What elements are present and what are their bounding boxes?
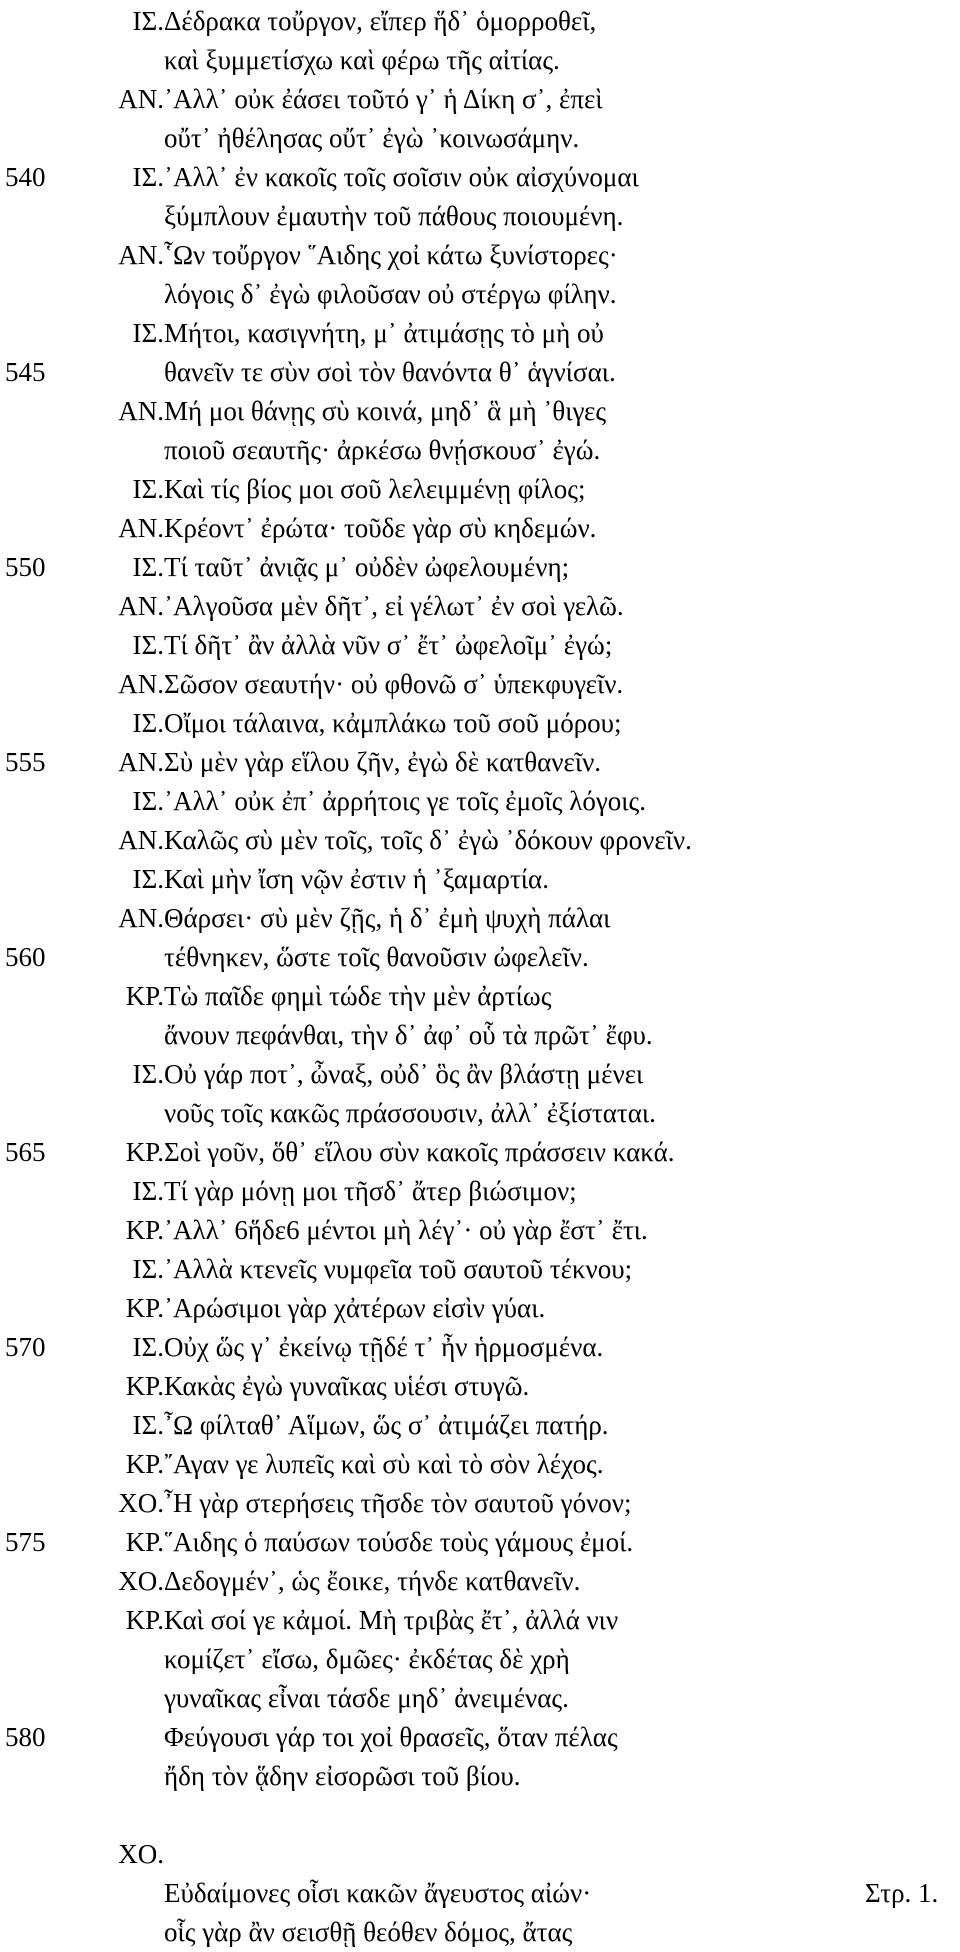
speaker-label: ΚΡ. [125,1605,164,1635]
speaker-label: ΑΝ. [118,513,164,543]
verse-text: ᾽Αλγοῦσα μὲν δῆτ᾽, εἰ γέλωτ᾽ ἐν σοὶ γελῶ. [164,591,624,621]
speaker-label: ΚΡ. [125,1527,164,1557]
verse-line [0,158,960,197]
verse-text: Δεδογμέν᾽, ὡς ἔοικε, τήνδε κατθανεῖν. [164,1566,581,1596]
verse-text: θανεῖν τε σὺν σοὶ τὸν θανόντα θ᾽ ἁγνίσαι. [164,357,616,387]
verse-text: ᾽Αλλὰ κτενεῖς νυμφεῖα τοῦ σαυτοῦ τέκνου; [164,1254,633,1284]
verse-line [0,821,960,860]
verse-line [0,548,960,587]
speaker-label: ΑΝ. [118,84,164,114]
verse-line [0,275,960,314]
speaker-label: ΙΣ. [132,318,164,348]
speaker-label: ΑΝ. [118,669,164,699]
speaker-label: ΙΣ. [132,1332,164,1362]
line-number: 550 [5,552,46,582]
verse-line [0,1757,960,1796]
verse-line [0,626,960,665]
speaker-label: ΙΣ. [132,630,164,660]
verse-line [0,41,960,80]
verse-line [0,431,960,470]
verse-line [0,1484,960,1523]
speaker-label: ΚΡ. [125,1137,164,1167]
verse-text: Κρέοντ᾽ ἐρώτα· τοῦδε γὰρ σὺ κηδεμών. [164,513,597,543]
verse-text: λόγοις δ᾽ ἐγὼ φιλοῦσαν οὐ στέργω φίλην. [164,279,617,309]
verse-line [0,1874,960,1913]
verse-line [0,1133,960,1172]
verse-text: ἤδη τὸν ᾅδην εἰσορῶσι τοῦ βίου. [164,1761,521,1791]
verse-line [0,1055,960,1094]
speaker-label: ΧΟ. [118,1839,164,1869]
verse-text: ᾽Αλλ᾽ ἐν κακοῖς τοῖς σοῖσιν οὐκ αἰσχύνομαι [164,162,639,192]
verse-line [0,1523,960,1562]
speaker-label: ΧΟ. [118,1566,164,1596]
verse-line [0,587,960,626]
verse-text: Οἴμοι τάλαινα, κἀμπλάκω τοῦ σοῦ μόρου; [164,708,622,738]
verse-line [0,1796,960,1835]
speaker-label: ΑΝ. [118,240,164,270]
verse-line [0,353,960,392]
verse-line [0,1679,960,1718]
verse-text: γυναῖκας εἶναι τάσδε μηδ᾽ ἀνειμένας. [164,1683,569,1713]
verse-text: τέθνηκεν, ὥστε τοῖς θανοῦσιν ὠφελεῖν. [164,942,589,972]
verse-text: ῏Ω φίλταθ᾽ Αἵμων, ὥς σ᾽ ἀτιμάζει πατήρ. [164,1410,609,1440]
line-number: 555 [5,747,46,777]
verse-line [0,1211,960,1250]
verse-line [0,899,960,938]
verse-text: Καὶ σοί γε κἀμοί. Μὴ τριβὰς ἔτ᾽, ἀλλά νιν [164,1605,619,1635]
verse-text: οὔτ᾽ ἠθέλησας οὔτ᾽ ἐγὼ ᾽κοινωσάμην. [164,123,580,153]
verse-line [0,1640,960,1679]
verse-text: ᾽Αλλ᾽ οὐκ ἐπ᾽ ἀρρήτοις γε τοῖς ἐμοῖς λόγοις. [164,786,646,816]
speaker-label: ΚΡ. [125,1293,164,1323]
speaker-label: ΚΡ. [125,981,164,1011]
verse-text: Τὼ παῖδε φημὶ τώδε τὴν μὲν ἀρτίως [164,981,552,1011]
speaker-label: ΧΟ. [118,1488,164,1518]
verse-line [0,119,960,158]
line-number: 580 [5,1722,46,1752]
verse-text: Καὶ τίς βίος μοι σοῦ λελειμμένῃ φίλος; [164,474,586,504]
speaker-label: ΚΡ. [125,1215,164,1245]
speaker-label: ΑΝ. [118,903,164,933]
line-number: 570 [5,1332,46,1362]
verse-text: ῎Αγαν γε λυπεῖς καὶ σὺ καὶ τὸ σὸν λέχος. [164,1449,604,1479]
speaker-label: ΙΣ. [132,6,164,36]
verse-line [0,1016,960,1055]
verse-text: Φεύγουσι γάρ τοι χοἰ θρασεῖς, ὅταν πέλας [164,1722,618,1752]
verse-line [0,782,960,821]
verse-text: ᾽Αλλ᾽ οὐκ ἐάσει τοῦτό γ᾽ ἡ Δίκη σ᾽, ἐπεὶ [164,84,603,114]
speaker-label: ΙΣ. [132,1410,164,1440]
speaker-label: ΙΣ. [132,552,164,582]
speaker-label: ΚΡ. [125,1449,164,1479]
verse-line [0,80,960,119]
line-number: 575 [5,1527,46,1557]
verse-line [0,509,960,548]
verse-line [0,1250,960,1289]
verse-text: Σὺ μὲν γὰρ εἵλου ζῆν, ἐγὼ δὲ κατθανεῖν. [164,747,602,777]
verse-text: Θάρσει· σὺ μὲν ζῇς, ἡ δ᾽ ἐμὴ ψυχὴ πάλαι [164,903,611,933]
verse-text: ῟Ων τοὔργον ῞Αιδης χοἰ κάτω ξυνίστορες· [164,240,618,270]
line-number: 540 [5,162,46,192]
verse-line [0,470,960,509]
verse-line [0,1367,960,1406]
verse-line [0,1913,960,1952]
speaker-label: ΙΣ. [132,1059,164,1089]
verse-text: Τί ταῦτ᾽ ἀνιᾷς μ᾽ οὐδὲν ὠφελουμένη; [164,552,570,582]
verse-line [0,1601,960,1640]
verse-line [0,938,960,977]
verse-line [0,1562,960,1601]
verse-line [0,704,960,743]
verse-text: Κακὰς ἐγὼ γυναῖκας υἱέσι στυγῶ. [164,1371,530,1401]
speaker-label: ΑΝ. [118,747,164,777]
speaker-label: ΑΝ. [118,825,164,855]
verse-line [0,860,960,899]
verse-line [0,665,960,704]
strophe-marker: Στρ. 1. [865,1878,939,1908]
verse-text: κομίζετ᾽ εἴσω, δμῶες· ἐκδέτας δὲ χρὴ [164,1644,570,1674]
line-number: 560 [5,942,46,972]
verse-text: ῞Αιδης ὁ παύσων τούσδε τοὺς γάμους ἐμοί. [164,1527,634,1557]
verse-text: Σοὶ γοῦν, ὅθ᾽ εἵλου σὺν κακοῖς πράσσειν κακά. [164,1137,675,1167]
speaker-label: ΚΡ. [125,1371,164,1401]
verse-text: οἷς γὰρ ἂν σεισθῇ θεόθεν δόμος, ἄτας [164,1917,573,1947]
verse-line [0,1172,960,1211]
verse-line [0,392,960,431]
verse-text: ᾽Αλλ᾽ 6ἥδε6 μέντοι μὴ λέγ᾽· οὐ γὰρ ἔστ᾽ ἔτι. [164,1215,648,1245]
verse-line [0,197,960,236]
speaker-label: ΙΣ. [132,864,164,894]
verse-line [0,2,960,41]
verse-line [0,1406,960,1445]
verse-text: νοῦς τοῖς κακῶς πράσσουσιν, ἀλλ᾽ ἐξίσταται. [164,1098,656,1128]
verse-line [0,1835,960,1874]
verse-text: ἄνουν πεφάνθαι, τὴν δ᾽ ἀφ᾽ οὗ τὰ πρῶτ᾽ ἔφυ. [164,1020,653,1050]
verse-text: ῏Η γὰρ στερήσεις τῆσδε τὸν σαυτοῦ γόνον; [164,1488,632,1518]
verse-text: Σῶσον σεαυτήν· οὐ φθονῶ σ᾽ ὑπεκφυγεῖν. [164,669,624,699]
verse-line [0,1445,960,1484]
speaker-label: ΙΣ. [132,162,164,192]
verse-line [0,314,960,353]
speaker-label: ΑΝ. [118,591,164,621]
speaker-label: ΙΣ. [132,708,164,738]
verse-text: Καὶ μὴν ἴση νῷν ἐστιν ἡ ᾽ξαμαρτία. [164,864,549,894]
verse-line [0,1289,960,1328]
verse-line [0,236,960,275]
speaker-label: ΙΣ. [132,474,164,504]
verse-text: Εὐδαίμονες οἷσι κακῶν ἄγευστος αἰών· [164,1878,592,1908]
verse-line [0,1094,960,1133]
verse-line [0,743,960,782]
verse-text: Μή μοι θάνῃς σὺ κοινά, μηδ᾽ ἃ μὴ ᾽θιγες [164,396,607,426]
verse-line [0,977,960,1016]
verse-text: Μήτοι, κασιγνήτη, μ᾽ ἀτιμάσῃς τὸ μὴ οὐ [164,318,604,348]
verse-text: ξύμπλουν ἐμαυτὴν τοῦ πάθους ποιουμένη. [164,201,624,231]
verse-text: Οὐχ ὥς γ᾽ ἐκείνῳ τῇδέ τ᾽ ἦν ἡρμοσμένα. [164,1332,604,1362]
verse-text: καὶ ξυμμετίσχω καὶ φέρω τῆς αἰτίας. [164,45,560,75]
verse-text: Δέδρακα τοὔργον, εἴπερ ἥδ᾽ ὁμορροθεῖ, [164,6,597,36]
line-number: 545 [5,357,46,387]
speaker-label: ΙΣ. [132,1176,164,1206]
verse-text: ποιοῦ σεαυτῆς· ἀρκέσω θνῄσκουσ᾽ ἐγώ. [164,435,601,465]
verse-text: Τί γὰρ μόνῃ μοι τῆσδ᾽ ἄτερ βιώσιμον; [164,1176,577,1206]
speaker-label: ΙΣ. [132,1254,164,1284]
verse-text: ᾽Αρώσιμοι γὰρ χἀτέρων εἰσὶν γύαι. [164,1293,546,1323]
verse-line [0,1328,960,1367]
verse-text: Καλῶς σὺ μὲν τοῖς, τοῖς δ᾽ ἐγὼ ᾽δόκουν φρονεῖν. [164,825,692,855]
line-number: 565 [5,1137,46,1167]
verse-line [0,1718,960,1757]
speaker-label: ΙΣ. [132,786,164,816]
verse-text: Τί δῆτ᾽ ἂν ἀλλὰ νῦν σ᾽ ἔτ᾽ ὠφελοῖμ᾽ ἐγώ; [164,630,613,660]
speaker-label: ΑΝ. [118,396,164,426]
verse-text: Οὐ γάρ ποτ᾽, ὦναξ, οὐδ᾽ ὃς ἂν βλάστῃ μένει [164,1059,644,1089]
